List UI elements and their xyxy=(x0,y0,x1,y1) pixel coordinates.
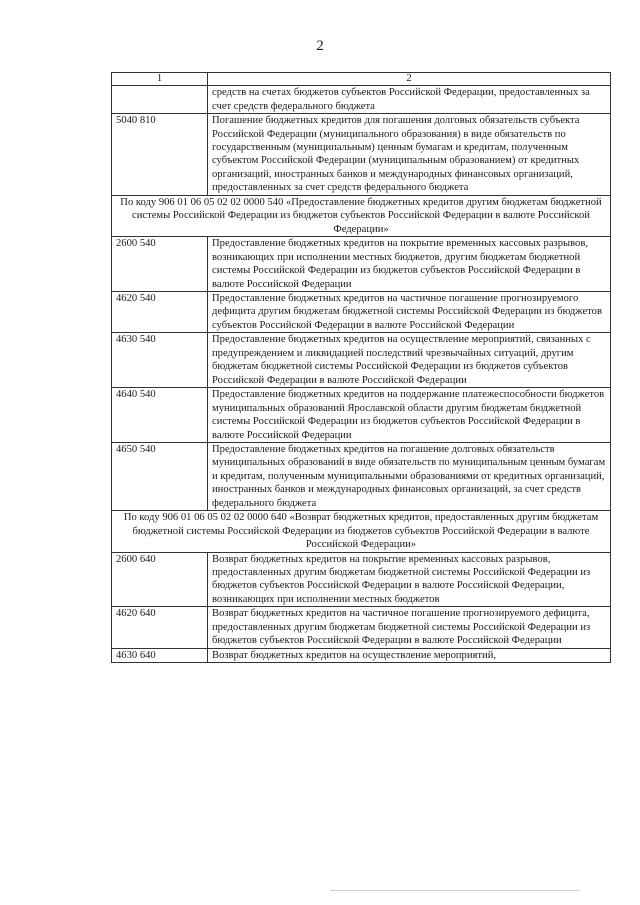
budget-code-cell: 2600 540 xyxy=(112,237,208,292)
section-heading-row xyxy=(112,511,611,552)
description-cell: Возврат бюджетных кредитов на частичное погашение прогнозируемого дефицита, предоставленных другим бюджетам бюджетной системы Российской Федерации из бюджетов субъектов Российской Федерации в валюте Российской Федерации xyxy=(208,607,611,648)
scan-edge-line xyxy=(330,890,580,891)
table-row xyxy=(112,648,611,662)
budget-code-cell: 4620 640 xyxy=(112,607,208,648)
description-cell: Предоставление бюджетных кредитов на покрытие временных кассовых разрывов, возникающих при исполнении местных бюджетов, другим бюджетам бюджетной системы Российской Федерации из бюджетов субъектов Российской Федерации в валюте Российской Федерации xyxy=(208,237,611,292)
table-header-row xyxy=(112,73,611,86)
page-number: 2 xyxy=(316,38,324,54)
table-row xyxy=(112,333,611,388)
budget-code-cell xyxy=(112,86,208,114)
table-row xyxy=(112,237,611,292)
budget-code-cell: 2600 640 xyxy=(112,552,208,607)
budget-code-cell: 4650 540 xyxy=(112,442,208,510)
budget-code-cell: 5040 810 xyxy=(112,114,208,196)
table-row xyxy=(112,86,611,114)
column-header-code: 1 xyxy=(112,73,208,86)
description-cell: Возврат бюджетных кредитов на осуществление мероприятий, xyxy=(208,648,611,662)
description-cell: Предоставление бюджетных кредитов на осуществление мероприятий, связанных с предупреждением и ликвидацией последствий чрезвычайных ситуаций, другим бюджетам бюджетной системы Российской Федерации из бюджетов субъектов Российской Федерации в валюте Российской Федерации xyxy=(208,333,611,388)
description-cell: средств на счетах бюджетов субъектов Российской Федерации, предоставленных за счет средств федерального бюджета xyxy=(208,86,611,114)
description-cell: Предоставление бюджетных кредитов на частичное погашение прогнозируемого дефицита другим бюджетам бюджетной системы Российской Федерации из бюджетов субъектов Российской Федерации в валюте Российской Федерации xyxy=(208,291,611,332)
table-row xyxy=(112,114,611,196)
budget-code-table xyxy=(111,72,611,663)
budget-code-cell: 4640 540 xyxy=(112,388,208,443)
section-heading-row xyxy=(112,195,611,236)
description-cell: Возврат бюджетных кредитов на покрытие временных кассовых разрывов, предоставленных другим бюджетам бюджетной системы Российской Федерации из бюджетов субъектов Российской Федерации в валюте Российской Федерации, возникающих при исполнении местных бюджетов xyxy=(208,552,611,607)
table-row xyxy=(112,552,611,607)
table-row xyxy=(112,388,611,443)
table-row xyxy=(112,291,611,332)
description-cell: Предоставление бюджетных кредитов на поддержание платежеспособности бюджетов муниципальных образований Ярославской области другим бюджетам бюджетной системы Российской Федерации из бюджетов субъектов Российской Федерации в валюте Российской Федерации xyxy=(208,388,611,443)
description-cell: Предоставление бюджетных кредитов на погашение долговых обязательств муниципальных образований в виде обязательств по муниципальным ценным бумагам и кредитам, полученным муниципальными образованиями от кредитных организаций, иностранных банков и международных финансовых организаций, за счет средств федерального бюджета xyxy=(208,442,611,510)
section-heading: По коду 906 01 06 05 02 02 0000 640 «Возврат бюджетных кредитов, предоставленных другим бюджетам бюджетной системы Российской Федерации из бюджетов субъектов Российской Федерации в валюте Российской Федерации» xyxy=(112,511,611,552)
table-row xyxy=(112,442,611,510)
section-heading: По коду 906 01 06 05 02 02 0000 540 «Предоставление бюджетных кредитов другим бюджетам бюджетной системы Российской Федерации из бюджетов субъектов Российской Федерации в валюте Российской Федерации» xyxy=(112,195,611,236)
budget-code-cell: 4620 540 xyxy=(112,291,208,332)
description-cell: Погашение бюджетных кредитов для погашения долговых обязательств субъекта Российской Федерации (муниципального образования) в виде обязательств по государственным (муниципальным) ценным бумагам и кредитам, полученным субъектом Российской Федерации (муниципальным образованием) от кредитных организаций, иностранных банков и международных финансовых организаций, предоставленных за счет средств федерального бюджета xyxy=(208,114,611,196)
budget-code-cell: 4630 640 xyxy=(112,648,208,662)
column-header-description: 2 xyxy=(208,73,611,86)
budget-code-cell: 4630 540 xyxy=(112,333,208,388)
table-row xyxy=(112,607,611,648)
